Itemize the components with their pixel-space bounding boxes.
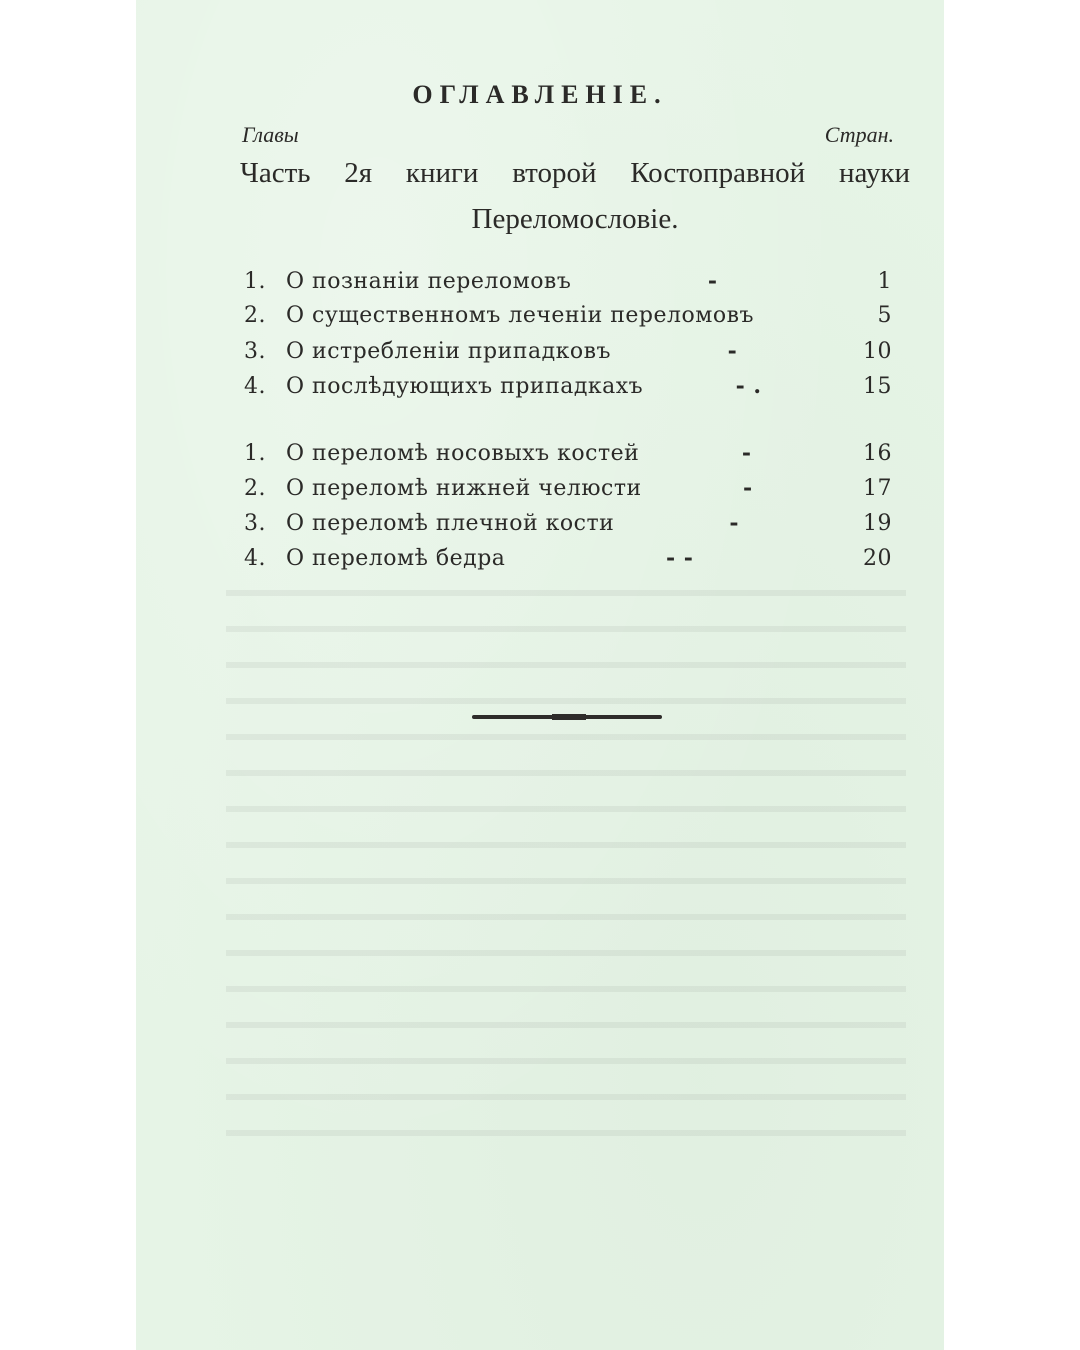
column-header-pages: Стран. <box>824 122 894 147</box>
chapter-number: 1. <box>244 269 266 294</box>
chapter-title: О познаніи переломовъ <box>286 269 572 294</box>
column-header-chapters: Главы <box>242 122 299 147</box>
leader-dash: - <box>741 440 752 466</box>
page-number: 10 <box>863 339 892 364</box>
chapter-number: 2. <box>244 303 266 328</box>
toc-entry <box>244 545 892 580</box>
chapter-number: 3. <box>244 511 266 536</box>
chapter-title: О переломѣ нижней челюсти <box>286 476 642 501</box>
leader-dash: - - <box>666 545 694 571</box>
chapter-title: О переломѣ носовыхъ костей <box>286 441 640 466</box>
toc-entry <box>244 338 892 373</box>
page-number: 20 <box>863 546 892 571</box>
chapter-title: О существенномъ леченіи переломовъ <box>286 303 754 328</box>
toc-section-1 <box>244 268 892 408</box>
page-number: 17 <box>863 476 892 501</box>
leader-dash: - <box>729 510 739 536</box>
chapter-number: 3. <box>244 339 266 364</box>
page-number: 19 <box>863 511 892 536</box>
chapter-number: 2. <box>244 476 266 501</box>
decorative-rule <box>472 715 662 719</box>
book-page <box>136 0 944 1350</box>
page-number: 16 <box>863 441 892 466</box>
toc-entry <box>244 510 892 545</box>
toc-entry <box>244 440 892 475</box>
show-through-text <box>226 590 906 1150</box>
part-title: Часть 2я книги второй Костоправной науки Переломословіе. <box>240 157 910 235</box>
page-number: 1 <box>877 269 892 294</box>
leader-dash: - <box>727 338 738 364</box>
toc-entry <box>244 303 892 338</box>
leader-dash: - <box>707 268 718 294</box>
page-number: 15 <box>863 374 892 399</box>
chapter-number: 4. <box>244 546 266 571</box>
toc-entry <box>244 373 892 408</box>
leader-dash: - . <box>735 373 762 399</box>
chapter-title: О переломѣ бедра <box>286 546 506 571</box>
chapter-title: О переломѣ плечной кости <box>286 511 615 536</box>
chapter-title: О послѣдующихъ припадкахъ <box>286 374 644 399</box>
toc-entry <box>244 475 892 510</box>
chapter-title: О истребленіи припадковъ <box>286 339 611 364</box>
page-heading: ОГЛАВЛЕНIЕ. <box>412 80 668 109</box>
toc-section-2 <box>244 440 892 580</box>
leader-dash: - <box>743 475 753 501</box>
chapter-number: 4. <box>244 374 266 399</box>
toc-entry <box>244 268 892 303</box>
page-number: 5 <box>877 303 892 328</box>
chapter-number: 1. <box>244 441 266 466</box>
